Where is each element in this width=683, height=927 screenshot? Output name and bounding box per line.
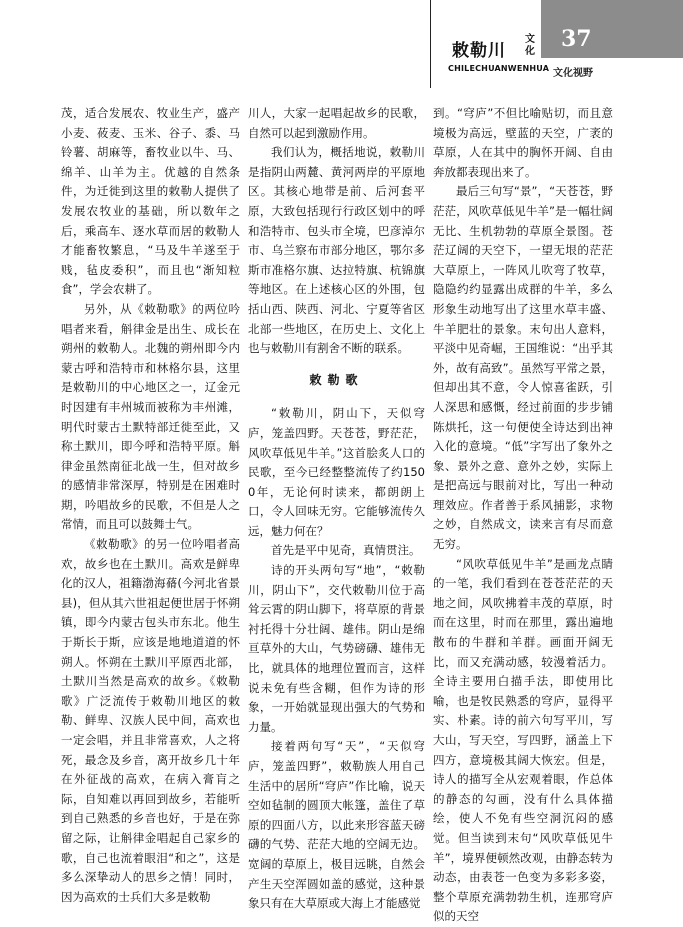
paragraph: 最后三句写“景”，“天苍苍，野茫茫，风吹草低见牛羊”是一幅壮阔无比、生机勃勃的草原全景图。苍茫辽阔的天空下，一望无垠的茫茫大草原上，一阵风儿吹弯了牧草，隐隐约约显露出成群的牛羊，多么形象生动地写出了这里水草丰盛、牛羊肥壮的景象。末句出人意料，平淡中见奇崛，王国维说：“出乎其外，故有高致”。虽然写平常之景，但却出其不意，令人惊喜雀跃，引人深思和感慨，经过前面的步步铺陈烘托，这一句便使全诗达到出神入化的意境。“低”字写出了象外之象、景外之意、意外之妙，实际上是把高远与眼前对比，写出一种动理效应。作者善于系风捕影，求物之妙，自然成文，读来言有尽而意无穷。 (433, 184, 613, 552)
paragraph: 首先是平中见奇，真情贯注。 (271, 543, 421, 558)
section-heading: 敕勒歌 (309, 372, 364, 387)
column-1 (61, 104, 240, 907)
paragraph: 茂，适合发展农、牧业生产，盛产小麦、莜麦、玉米、谷子、黍、马铃薯、胡麻等，畜牧业以牛、马、绵羊、山羊为主。优越的自然条件，为迁徙到这里的敕勒人提供了发展农牧业的基础，所以数年之后，乘高车、逐水草而居的敕勒人才能畜牧繁息，“马及牛羊遂至于贱，毡皮委积”，而且也“渐知粒食”，学会农耕了。 (61, 106, 240, 297)
paragraph: 川人，大家一起唱起故乡的民歌，自然可以起到激励作用。 (248, 106, 425, 140)
magazine-pinyin: CHILECHUANWENHUA (448, 64, 550, 73)
page-header (0, 0, 683, 90)
section-label: 文化视野 (553, 68, 593, 79)
paragraph: 到。“穹庐”不但比喻贴切，而且意境极为高远，壁蓝的天空，广袤的草原，人在其中的胸怀开阔、自由奔放都表现出来了。 (433, 106, 613, 179)
column-3 (433, 104, 613, 927)
paragraph: 另外，从《敕勒歌》的两位吟唱者来看，斛律金是出生、成长在朔州的敕勒人。北魏的朔州即今内蒙古呼和浩特市和林格尔县，这里是敕勒川的中心地区之一，辽金元时因建有丰州城而被称为丰州滩，明代时蒙古土默特部迁徙至此，又称土默川，即今呼和浩特平原。斛律金虽然南征北战一生，但对故乡的感情非常深厚，特别是在困难时期，吟唱故乡的民歌，不但是人之常情，而且可以鼓舞士气。 (61, 301, 240, 532)
paragraph: 诗的开头两句写“地”，“敕勒川，阴山下”，交代敕勒川位于高耸云霄的阴山脚下，将草原的背景衬托得十分壮阔、雄伟。阴山是绵亘草外的大山，气势磅礴、雄伟无比，就具体的地理位置而言，这样说未免有些含糊，但作为诗的形象，一开始就显现出强大的气势和力量。 (248, 563, 425, 734)
magazine-logo-sub: 文化 (525, 34, 535, 57)
paragraph: “敕勒川，阴山下，天似穹庐，笼盖四野。天苍苍，野茫茫，风吹草低见牛羊。”这首脍炙人口的民歌，至今已经整整流传了约1500年，无论何时读来，都朗朗上口，令人回味无穷。它能够流传久远，魅力何在？ (248, 406, 425, 538)
header-divider (430, 0, 431, 88)
paragraph: 接着两句写“天”，“天似穹庐，笼盖四野”，敕勒族人用自己生活中的居所“穹庐”作比喻，说天空如毡制的圆顶大帐篷，盖住了草原的四面八方，以此来形容蓝天磅礴的气势、茫茫大地的空阔无边。宽阔的草原上，极目远眺，自然会产生天空浑圆如盖的感觉，这种景象只有在大草原或大海上才能感觉 (248, 739, 425, 911)
paragraph: 我们认为，概括地说，敕勒川是指阴山两麓、黄河两岸的平原地区。其核心地带是前、后河套平原，大致包括现行行政区划中的呼和浩特市、包头市全境，巴彦淖尔市、乌兰察布市部分地区，鄂尔多斯市准格尔旗、达拉特旗、杭锦旗等地区。在上述核心区的外围，包括山西、陕西、河北、宁夏等省区北部一些地区，在历史上、文化上也与敕勒川有割舍不断的联系。 (248, 145, 425, 356)
page-number: 37 (561, 26, 592, 52)
paragraph: “风吹草低见牛羊”是画龙点睛的一笔，我们看到在苍苍茫茫的天地之间，风吹拂着丰茂的草原，时而在这里，时而在那里，露出遍地散布的牛群和羊群。画面开阔无比，而又充满动感，较漫着活力。全诗主要用白描手法，即使用比喻，也是牧民熟悉的穹庐，显得平实、朴素。诗的前六句写平川，写大山，写天空，写四野，涵盖上下四方，意境极其阔大恢宏。但是，诗人的描写全从宏观着眼，作总体的静态的勾画，没有什么具体描绘，使人不免有些空洞沉闷的感觉。但当读到末句“风吹草低见牛羊”，境界便顿然改观，由静态转为动态，由表苍一色变为多彩多姿，整个草原充满勃勃生机，连那穹庐似的天空 (433, 556, 613, 924)
paragraph: 《敕勒歌》的另一位吟唱者高欢，故乡也在土默川。高欢是鲜卑化的汉人，祖籍渤海蓨(今河北省景县)，但从其六世祖起便世居于怀朔镇，即今内蒙古包头市东北。他生于斯长于斯，应该是地地道道的怀朔人。怀朔在土默川平原西北部，土默川当然是高欢的故乡。《敕勒歌》广泛流传于敕勒川地区的敕勒、鲜卑、汉族人民中间，高欢也一定会唱，并且非常喜欢，人之将死，最念及乡音，离开故乡几十年在外征战的高欢，在病入膏肓之际，自知难以再回到故乡，若能听到自己熟悉的乡音也好，于是在弥留之际，让斛律金唱起自己家乡的歌，自己也流着眼泪“和之”，这是多么深挚动人的思乡之情！同时，因为高欢的士兵们大多是敕勒 (61, 537, 240, 904)
magazine-logo: 敕勒川 (452, 41, 506, 61)
column-2 (248, 104, 425, 914)
